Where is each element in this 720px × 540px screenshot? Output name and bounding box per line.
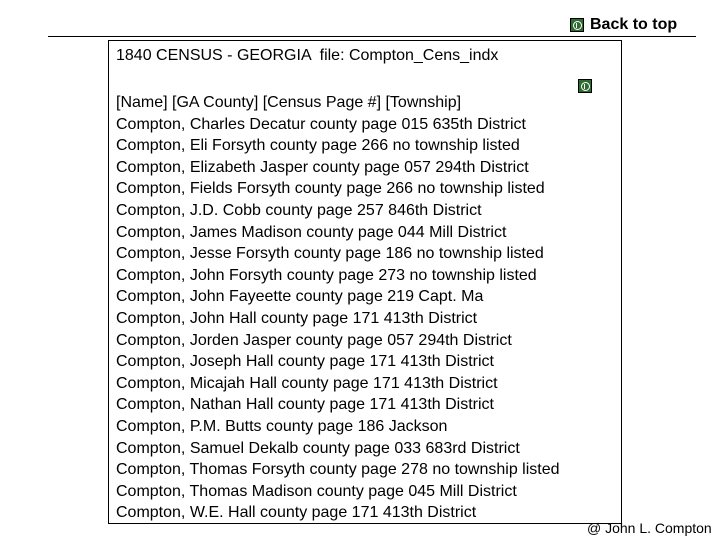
census-record-row: Compton, Joseph Hall county page 171 413th District [116,353,494,371]
census-record-row: Compton, Jorden Jasper county page 057 294th District [116,331,512,349]
records-list [116,114,621,524]
census-record-row: Compton, J.D. Cobb county page 257 846th District [116,201,482,219]
census-record-row: Compton, Eli Forsyth county page 266 no township listed [116,137,520,155]
census-record-row: Compton, P.M. Butts county page 186 Jackson [116,417,448,435]
copyright-text: @ John L. Compton [587,520,712,536]
back-to-top-label[interactable]: Back to top [590,16,678,33]
census-record-row: Compton, John Forsyth county page 273 no township listed [116,266,537,284]
census-record-row: Compton, Thomas Forsyth county page 278 no township listed [116,461,560,479]
census-record-row: Compton, Jesse Forsyth county page 186 no township listed [116,245,544,263]
back-to-top-link[interactable] [570,16,677,34]
census-record-row: Compton, Charles Decatur county page 015 635th District [116,115,526,133]
document-title: 1840 CENSUS - GEORGIA file: Compton_Cens_indx [116,47,499,64]
census-record-row: Compton, John Hall county page 171 413th District [116,309,478,327]
census-record-row: Compton, Micajah Hall county page 171 413th District [116,374,498,392]
top-divider [48,36,696,37]
column-header-row: [Name] [GA County] [Census Page #] [Township] [116,94,462,111]
census-record-row: Compton, Nathan Hall county page 171 413th District [116,396,494,414]
census-panel [108,40,622,524]
census-record-row: Compton, W.E. Hall county page 171 413th District [116,504,477,522]
census-record-row: Compton, John Fayeette county page 219 Capt. Ma [116,288,484,306]
census-record-row: Compton, James Madison county page 044 Mill District [116,223,507,241]
census-record-row: Compton, Elizabeth Jasper county page 057 294th District [116,158,529,176]
back-to-top-icon[interactable] [570,18,584,32]
census-record-row: Compton, Fields Forsyth county page 266 no township listed [116,180,545,198]
census-record-row: Compton, Samuel Dekalb county page 033 683rd District [116,439,520,457]
panel-nav-icon[interactable] [578,79,592,93]
census-record-row: Compton, Thomas Madison county page 045 Mill District [116,482,517,500]
